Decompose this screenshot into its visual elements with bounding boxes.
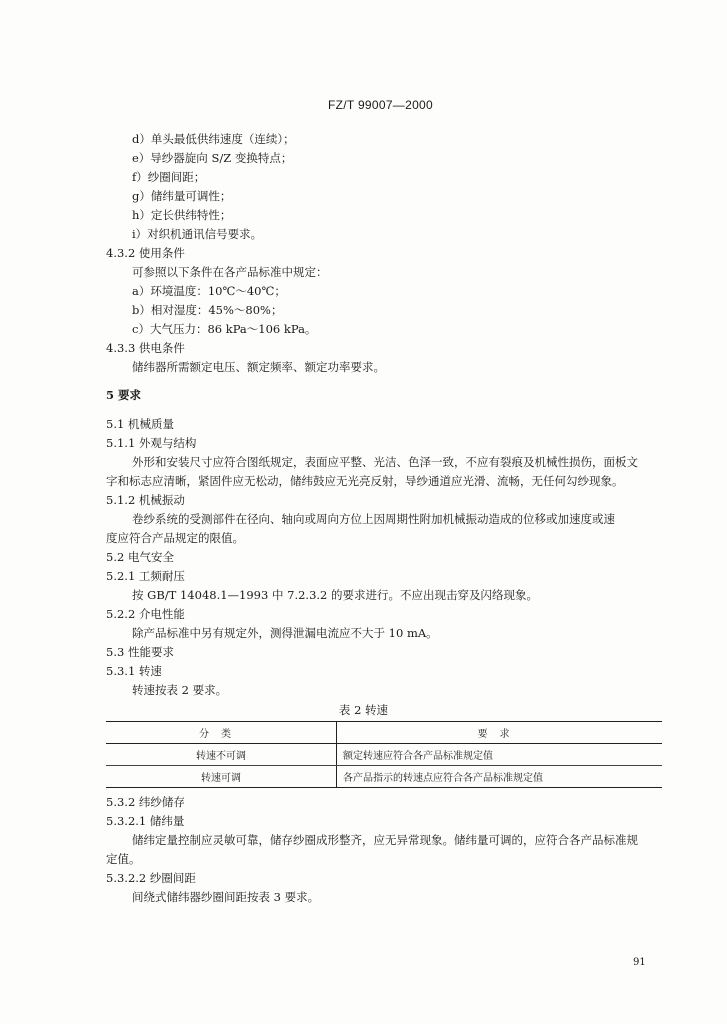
table-header-cell: 分类 xyxy=(106,722,337,744)
section-heading-5-3-1: 5.3.1 转速 xyxy=(106,664,162,678)
list-item-f: f）纱圈间距； xyxy=(132,170,206,184)
list-item-g: g）储纬量可调性； xyxy=(132,189,232,203)
table-cell: 各产品指示的转速点应符合各产品标准规定值 xyxy=(337,766,663,788)
paragraph-line: 储纬定量控制应灵敏可靠，储存纱圈成形整齐，应无异常现象。储纬量可调的，应符合各产品标准规 xyxy=(132,833,638,847)
list-item-d: d）单头最低供纬速度（连续）； xyxy=(132,132,295,146)
section-heading-5-1: 5.1 机械质量 xyxy=(106,417,174,431)
paragraph-line: 字和标志应清晰，紧固件应无松动，储纬鼓应无光亮反射，导纱通道应光滑、流畅，无任何勾纱现象。 xyxy=(106,474,624,488)
section-heading-5-3: 5.3 性能要求 xyxy=(106,645,174,659)
section-heading-5-2: 5.2 电气安全 xyxy=(106,550,174,564)
table-cell: 转速可调 xyxy=(106,766,337,788)
page-header: FZ/T 99007—2000 xyxy=(328,98,434,112)
table-header-row xyxy=(106,722,662,744)
section-heading-5-2-2: 5.2.2 介电性能 xyxy=(106,607,185,621)
paragraph: 按 GB/T 14048.1—1993 中 7.2.3.2 的要求进行。不应出现击穿及闪络现象。 xyxy=(132,588,539,602)
paragraph-line: 外形和安装尺寸应符合图纸规定，表面应平整、光洁、色泽一致，不应有裂痕及机械性损伤，面板文 xyxy=(132,455,638,469)
paragraph: 间绕式储纬器纱圈间距按表 3 要求。 xyxy=(132,890,320,904)
paragraph: 转速按表 2 要求。 xyxy=(132,683,228,697)
list-item-i: i）对织机通讯信号要求。 xyxy=(132,227,263,241)
list-item-h: h）定长供纬特性； xyxy=(132,208,232,222)
list-item-e: e）导纱器旋向 S/Z 变换特点； xyxy=(132,151,293,165)
section-heading-4-3-3: 4.3.3 供电条件 xyxy=(106,341,185,355)
table-row xyxy=(106,744,662,766)
table-cell: 转速不可调 xyxy=(106,744,337,766)
section-heading-5-2-1: 5.2.1 工频耐压 xyxy=(106,569,185,583)
section-heading-5-3-2-1: 5.3.2.1 储纬量 xyxy=(106,814,185,828)
paragraph-line: 卷纱系统的受测部件在径向、轴向或周向方位上因周期性附加机械振动造成的位移或加速度或速 xyxy=(132,512,615,526)
table-caption: 表 2 转速 xyxy=(338,703,389,717)
paragraph: 可参照以下条件在各产品标准中规定： xyxy=(132,265,328,279)
paragraph-line: 度应符合产品规定的限值。 xyxy=(106,531,244,545)
table-header-cell: 要求 xyxy=(337,722,663,744)
table-row xyxy=(106,766,662,788)
chapter-heading-5: 5 要求 xyxy=(106,388,142,402)
list-item-c: c）大气压力：86 kPa～106 kPa。 xyxy=(132,322,317,336)
section-heading-5-3-2-2: 5.3.2.2 纱圈间距 xyxy=(106,871,196,885)
paragraph: 除产品标准中另有规定外，测得泄漏电流应不大于 10 mA。 xyxy=(132,626,438,640)
speed-table xyxy=(106,721,662,788)
section-heading-5-3-2: 5.3.2 纬纱储存 xyxy=(106,795,185,809)
list-item-a: a）环境温度：10℃～40℃； xyxy=(132,284,286,298)
section-heading-5-1-2: 5.1.2 机械振动 xyxy=(106,493,185,507)
table-cell: 额定转速应符合各产品标准规定值 xyxy=(337,744,663,766)
page-number: 91 xyxy=(633,957,646,968)
paragraph: 储纬器所需额定电压、额定频率、额定功率要求。 xyxy=(132,360,385,374)
section-heading-4-3-2: 4.3.2 使用条件 xyxy=(106,246,185,260)
list-item-b: b）相对湿度：45%～80%； xyxy=(132,303,283,317)
section-heading-5-1-1: 5.1.1 外观与结构 xyxy=(106,436,197,450)
paragraph-line: 定值。 xyxy=(106,852,141,866)
